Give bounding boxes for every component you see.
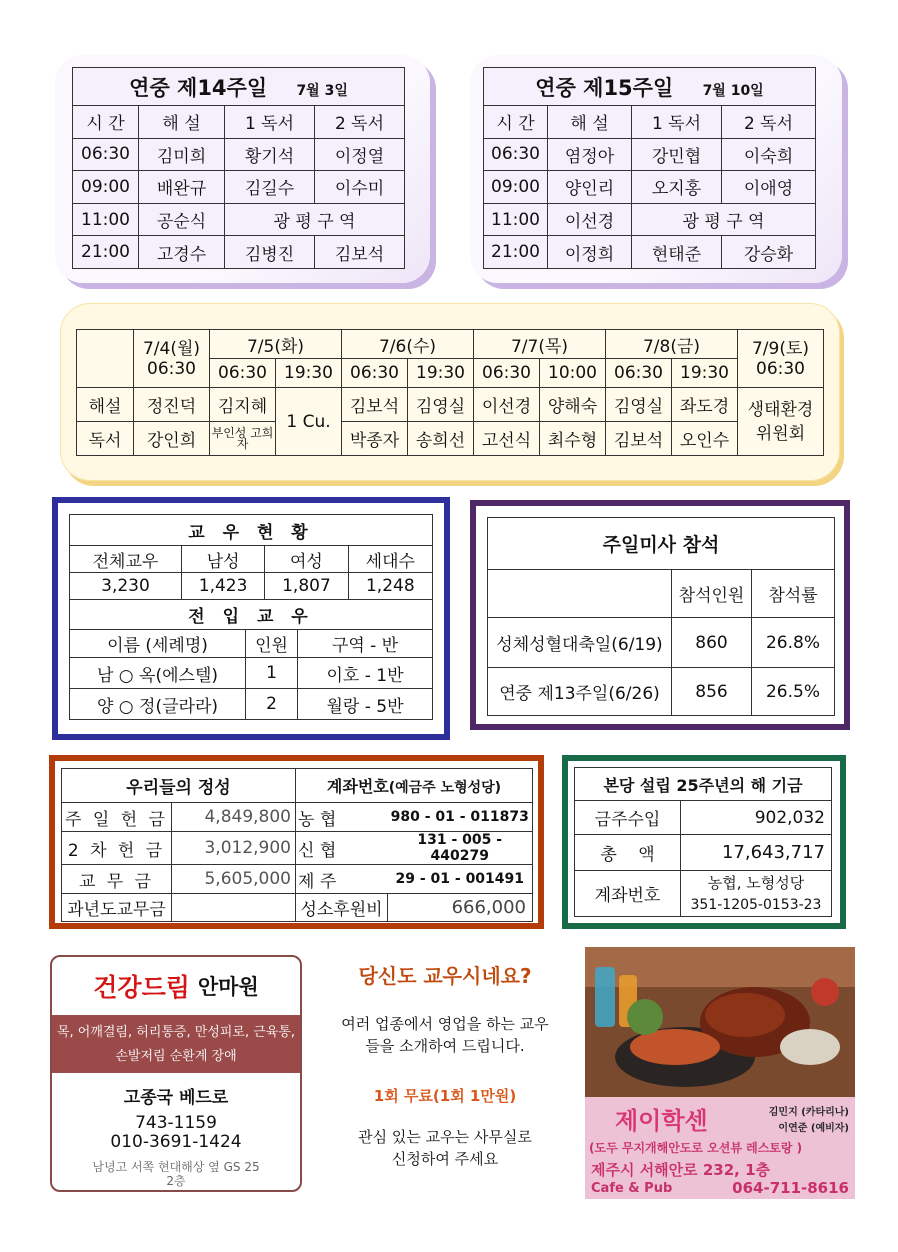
massage-clinic-ad	[50, 955, 302, 1192]
promo-text: 여러 업종에서 영업을 하는 교우들을 소개하여 드립니다.	[341, 1015, 549, 1055]
table-row: 06:30 염정아 강민협 이숙희	[484, 138, 816, 171]
offering-panel	[49, 755, 544, 929]
restaurant-owner: 이연준 (예비자)	[778, 1123, 849, 1134]
fund-account-bank: 농협, 노형성당	[707, 873, 805, 892]
attendance-title: 주일미사 참석	[488, 518, 835, 570]
parish-status-table: 교 우 현 황 전체교우 남성 여성 세대수 3,230 1,423 1,807 1,248	[69, 514, 433, 600]
promo-free: 1회 무료(1회 1만원)	[373, 1087, 517, 1105]
day-label: 7/7(목)	[474, 330, 606, 359]
table-row: 21:00 이정희 현태준 강승화	[484, 236, 816, 269]
week15-header-reading2: 2 독서	[722, 106, 816, 139]
day-label: 7/6(수)	[342, 330, 474, 359]
day-label: 7/8(금)	[606, 330, 738, 359]
week14-header-reading1: 1 독서	[225, 106, 315, 139]
offering-title: 우리들의 정성	[62, 769, 296, 803]
attendance-table: 주일미사 참석 참석인원 참석률 성체성혈대축일(6/19) 860 26.8% 연중 제13주일(6/26) 856 26.5%	[487, 517, 835, 716]
time-label: 19:30	[672, 359, 738, 388]
week15-table	[483, 67, 816, 269]
time-label: 06:30	[606, 359, 672, 388]
table-row: 06:30 김미희 황기석 이정열	[73, 138, 405, 171]
table-row: 금주수입 902,032	[575, 801, 832, 835]
table-row: 연중 제13주일(6/26) 856 26.5%	[488, 668, 835, 716]
fund-panel	[562, 755, 846, 929]
clinic-services: 목, 어깨결림, 허리통증, 만성피로, 근육통, 손발저림 순환계 장애	[52, 1015, 300, 1073]
table-row: 총 액 17,643,717	[575, 835, 832, 871]
food-photo	[585, 947, 855, 1097]
offering-table	[61, 768, 533, 922]
clinic-kind: 안마원	[197, 975, 259, 999]
clinic-phone: 743-1159	[135, 1113, 217, 1133]
table-row: 주 일 헌 금 4,849,800 농 협 980 - 01 - 011873	[62, 803, 533, 832]
clinic-mobile: 010-3691-1424	[110, 1132, 242, 1152]
week14-header-commentary: 해 설	[139, 106, 225, 139]
table-row: 남 ○ 옥(에스텔) 1 이호 - 1반	[70, 658, 433, 689]
clinic-brand: 건강드림	[93, 973, 190, 1002]
table-row: 과년도교무금 성소후원비 666,000	[62, 894, 533, 922]
day-label: 7/9(토)	[751, 338, 810, 359]
restaurant-type: Cafe & Pub	[591, 1181, 673, 1196]
restaurant-name: 제이학센	[615, 1107, 708, 1135]
account-title: 계좌번호	[326, 777, 389, 796]
fund-account-label: 계좌번호	[575, 871, 681, 917]
week15-header-time: 시 간	[484, 106, 548, 139]
week15-title: 연중 제15주일	[535, 75, 674, 100]
member-business-promo	[318, 960, 572, 1190]
fund-account-number: 351-1205-0153-23	[690, 896, 822, 913]
time-label: 19:30	[408, 359, 474, 388]
time-label: 06:30	[342, 359, 408, 388]
restaurant-owner: 김민지 (카타리나)	[768, 1107, 849, 1118]
time-label: 19:30	[276, 359, 342, 388]
table-row: 양 ○ 정(글라라) 2 월랑 - 5반	[70, 689, 433, 720]
row-label-reading: 독서	[77, 422, 134, 456]
day-label: 7/4(월)	[142, 338, 201, 359]
restaurant-address: 제주시 서해안로 232, 1층	[591, 1161, 771, 1179]
parish-status-panel	[52, 497, 450, 740]
clinic-location: 남녕고 서쪽 현대해상 옆 GS 25 2층	[92, 1160, 260, 1188]
day-label: 7/5(화)	[210, 330, 342, 359]
week15-header-commentary: 해 설	[548, 106, 632, 139]
table-row: 21:00 고경수 김병진 김보석	[73, 236, 405, 269]
week14-title: 연중 제14주일	[129, 75, 268, 100]
time-label: 06:30	[756, 358, 805, 379]
clinic-owner: 고종국 베드로	[123, 1088, 229, 1108]
time-label: 06:30	[474, 359, 540, 388]
weekday-table: 7/4(월) 06:30 7/5(화) 7/6(수) 7/7(목) 7/8(금) 7/9(토) 06:30 06:30 19:30 06:30 19:30 06:30 10:00 06:30 19:30 해설 정진덕 김지혜 1 Cu. 김보석 김영실 이선경 양해숙 김영실 좌도경 생태환경 위원회 독서 강인희 부인성 고희자 박종자 송희선 고선식 최수형 김보석 오인수	[76, 329, 824, 456]
weekday-panel	[60, 303, 840, 481]
table-row: 성체성혈대축일(6/19) 860 26.8%	[488, 618, 835, 668]
table-row: 교 무 금 5,605,000 제 주 29 - 01 - 001491	[62, 865, 533, 894]
time-label: 06:30	[147, 358, 196, 379]
table-row: 11:00 공순식 광 평 구 역	[73, 203, 405, 236]
table-row: 11:00 이선경 광 평 구 역	[484, 203, 816, 236]
week14-header-time: 시 간	[73, 106, 139, 139]
account-note: (예금주 노형성당)	[388, 780, 502, 796]
restaurant-ad	[585, 947, 855, 1199]
row-label-commentary: 해설	[77, 388, 134, 422]
week15-header-reading1: 1 독서	[632, 106, 722, 139]
new-members-table: 전 입 교 우 이름 (세례명) 인원 구역 - 반 남 ○ 옥(에스텔) 1 이호 - 1반 양 ○ 정(글라라) 2 월랑 - 5반	[69, 599, 433, 720]
week14-header-reading2: 2 독서	[315, 106, 405, 139]
restaurant-description: (도두 무지개해안도로 오션뷰 레스토랑 )	[589, 1141, 803, 1155]
table-row: 09:00 양인리 오지홍 이애영	[484, 171, 816, 204]
promo-question: 당신도 교우시네요?	[358, 964, 532, 988]
fund-title: 본당 설립 25주년의 해 기금	[575, 768, 832, 801]
attendance-panel	[470, 500, 850, 730]
week14-table	[72, 67, 405, 269]
week14-date: 7월 3일	[296, 82, 348, 99]
promo-apply: 관심 있는 교우는 사무실로 신청하여 주세요	[358, 1128, 532, 1168]
table-row: 09:00 배완규 김길수 이수미	[73, 171, 405, 204]
week15-date: 7월 10일	[702, 82, 764, 99]
new-members-title: 전 입 교 우	[70, 600, 433, 630]
fund-table	[574, 767, 832, 917]
restaurant-phone: 064-711-8616	[732, 1179, 849, 1197]
table-row: 2 차 헌 금 3,012,900 신 협 131 - 005 - 440279	[62, 832, 533, 865]
time-label: 06:30	[210, 359, 276, 388]
time-label: 10:00	[540, 359, 606, 388]
parish-status-title: 교 우 현 황	[70, 515, 433, 546]
